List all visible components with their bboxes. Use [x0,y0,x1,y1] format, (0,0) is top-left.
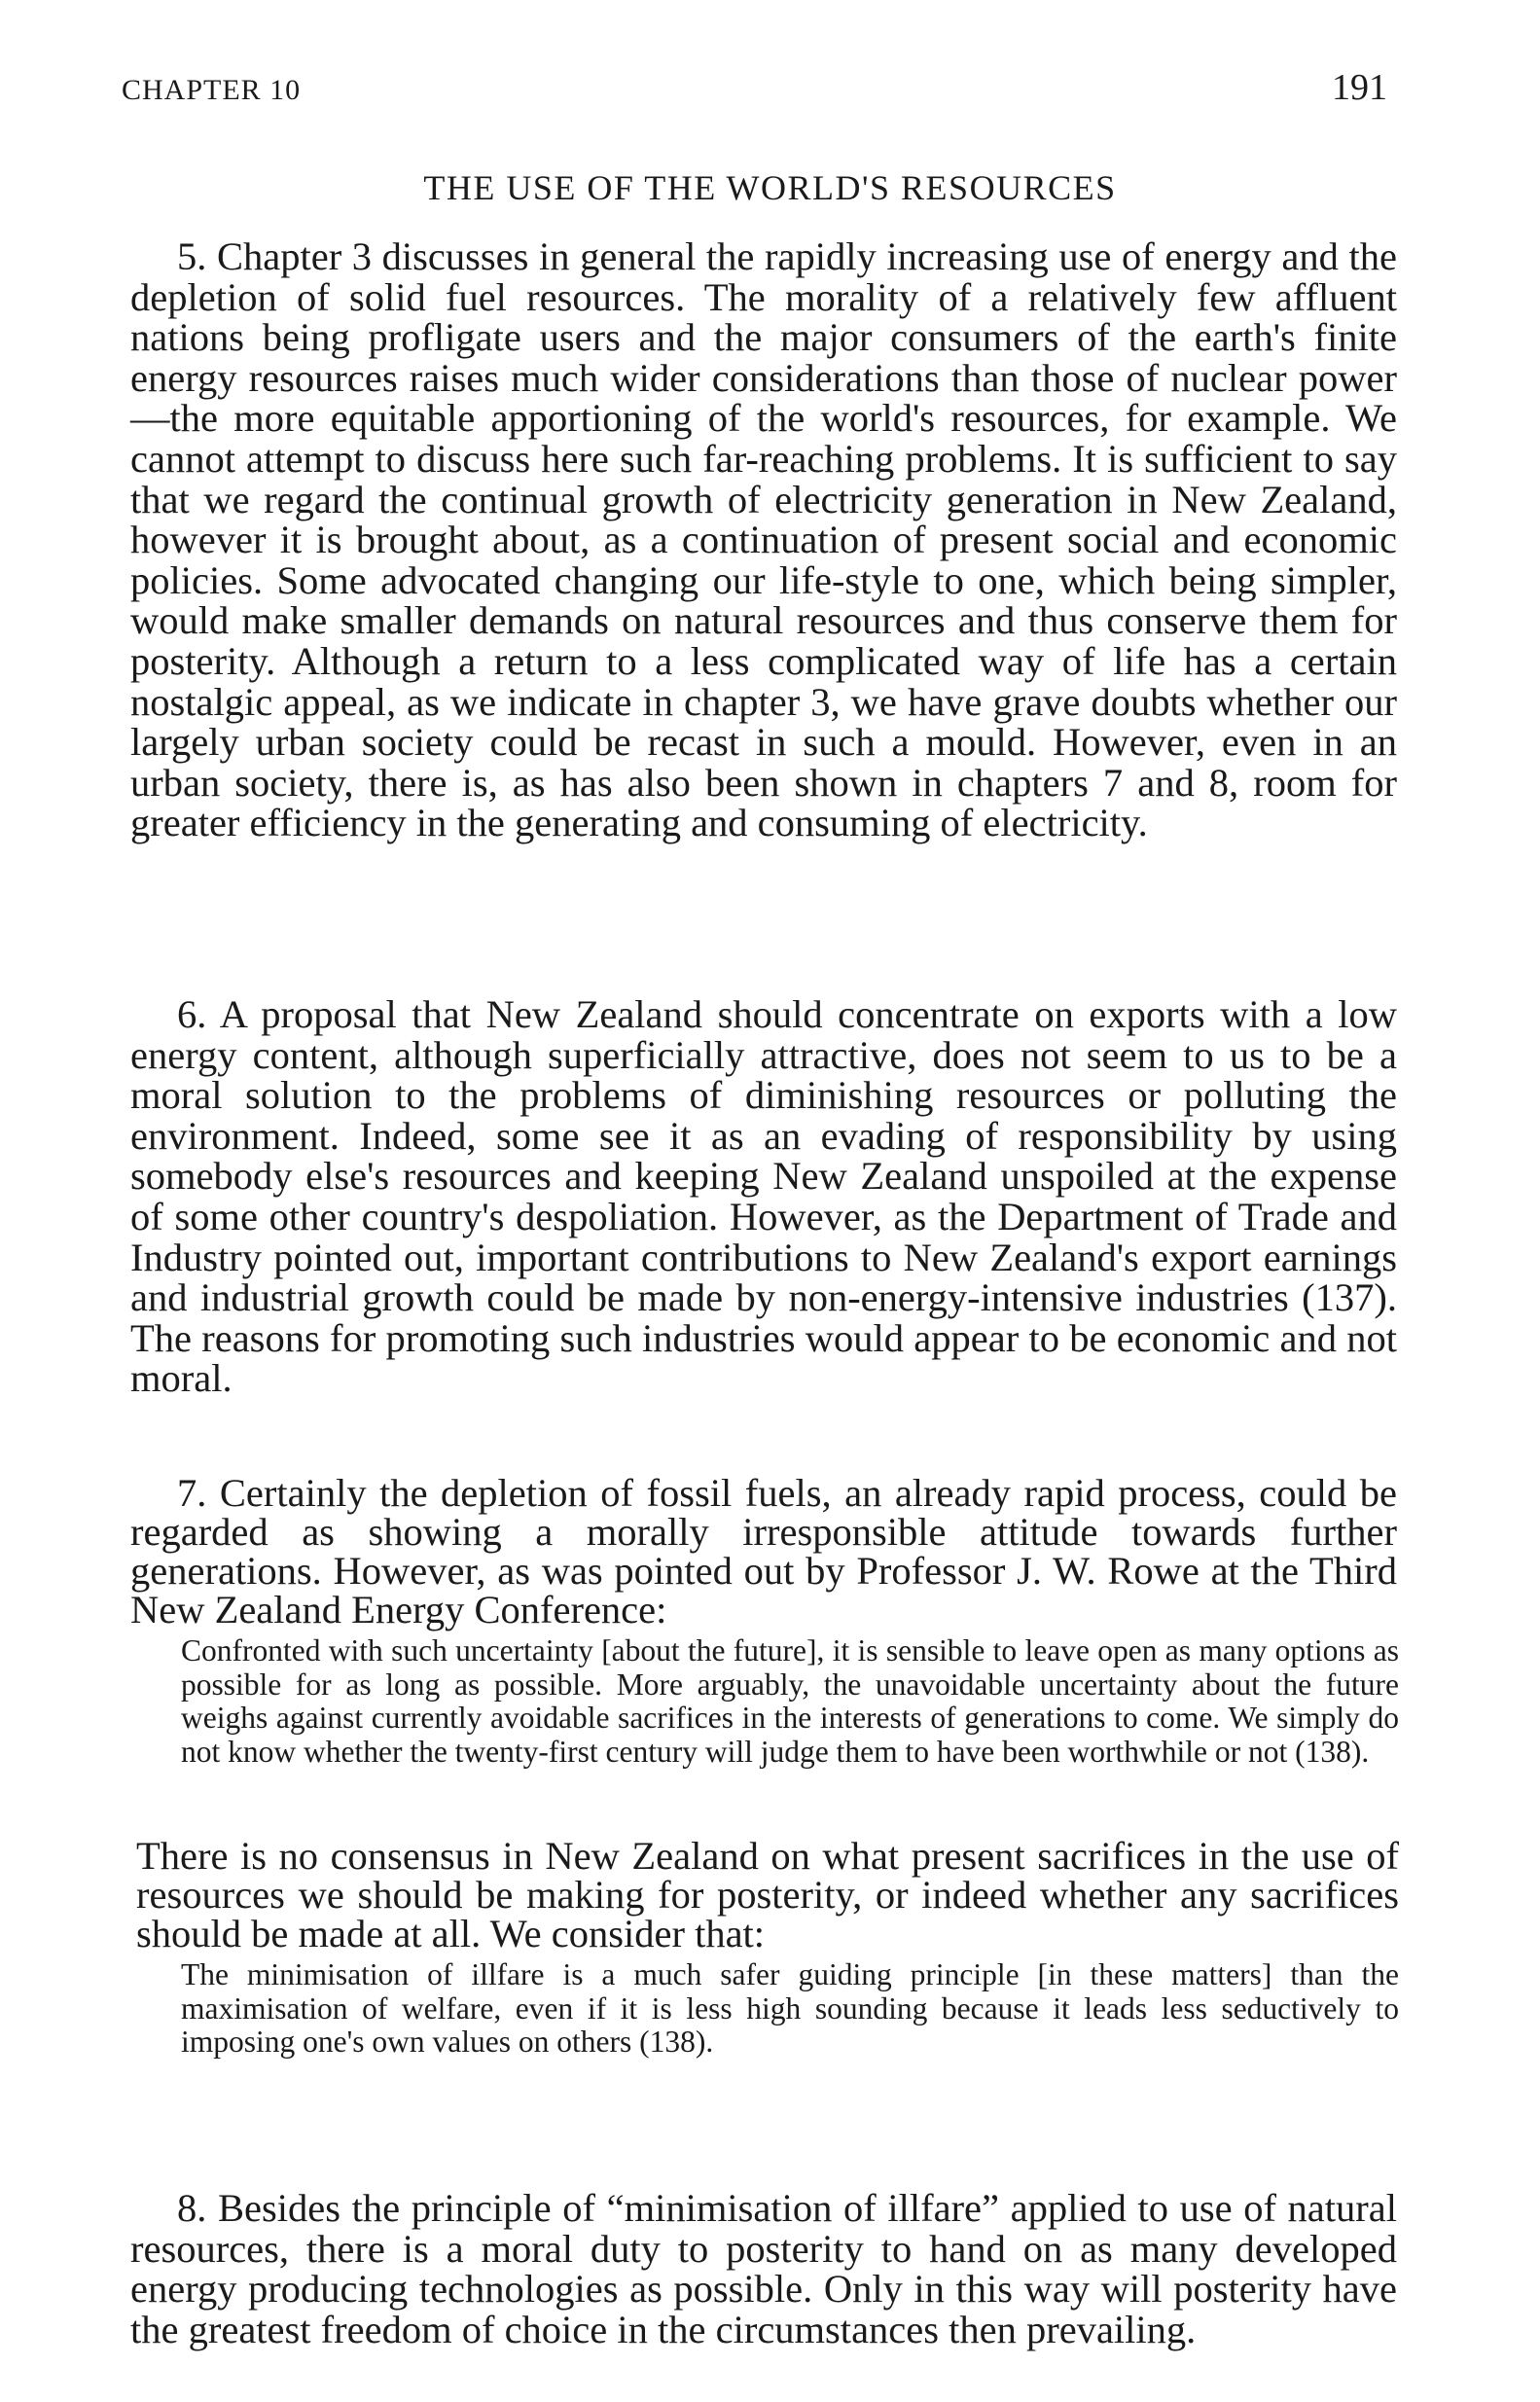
paragraph-8: 8. Besides the principle of “minimisation of illfare” applied to use of natural resources, there is a moral duty to posterity to hand on as many developed energy producing technologies as possible. Only in this way will posterity have the greatest freedom of choice in the circumstances then prevailing. [130,2186,1397,2351]
paragraph-5: 5. Chapter 3 discusses in general the rapidly increasing use of energy and the depletion of solid fuel resources. The morality of a relatively few affluent nations being profligate users and the major consumers of the earth's finite energy resources raises much wider considerations than those of nuclear power—the more equitable apportioning of the world's resources, for example. We cannot attempt to discuss here such far-reaching problems. It is sufficient to say that we regard the continual growth of electricity generation in New Zealand, however it is brought about, as a continuation of present social and economic policies. Some advocated changing our life-style to one, which being simpler, would make smaller demands on natural resources and thus conserve them for posterity. Although a return to a less complicated way of life has a certain nostalgic appeal, as we indicate in chapter 3, we have grave doubts whether our largely urban society could be recast in such a mould. However, even in an urban society, there is, as has also been shown in chapters 7 and 8, room for greater efficiency in the generating and consuming of electricity. [130,234,1397,845]
page-number: 191 [1332,67,1387,108]
paragraph-6: 6. A proposal that New Zealand should concentrate on exports with a low energy content, although superficially attractive, does not seem to us to be a moral solution to the problems of diminishing resources or polluting the environment. Indeed, some see it as an evading of responsibility by using somebody else's resources and keeping New Zealand unspoiled at the expense of some other country's despoliation. However, as the Department of Trade and Industry pointed out, important contributions to New Zealand's export earnings and industrial growth could be made by non-energy-intensive industries (137). The reasons for promoting such industries would appear to be economic and not moral. [130,992,1397,1401]
block-quote-rowe: Confronted with such uncertainty [about the future], it is sensible to leave open as many options as possible for as long as possible. More arguably, the unavoidable uncertainty about the future weighs against currently avoidable sacrifices in the interests of generations to come. We simply do not know whether the twenty-first century will judge them to have been worthwhile or not (138). [181,1633,1399,1769]
section-title-text: THE USE OF THE WORLD'S RESOURCES [423,168,1117,207]
paragraph-7: 7. Certainly the depletion of fossil fuels, an already rapid process, could be regarded as showing a morally irresponsible attitude towards further generations. However, as was pointed out by Professor J. W. Rowe at the Third New Zealand Energy Conference: [130,1471,1397,1631]
paragraph-7-continued: There is no consensus in New Zealand on what present sacrifices in the use of resources we should be making for posterity, or indeed whether any sacrifices should be made at all. We consider that: [136,1834,1399,1955]
block-quote-illfare: The minimisation of illfare is a much safer guiding principle [in these matters] than the maximisation of welfare, even if it is less high sounding because it leads less seductively to imposing one's own values on others (138). [181,1957,1399,2060]
section-title [0,167,1540,208]
running-head: CHAPTER 10 [122,74,302,106]
